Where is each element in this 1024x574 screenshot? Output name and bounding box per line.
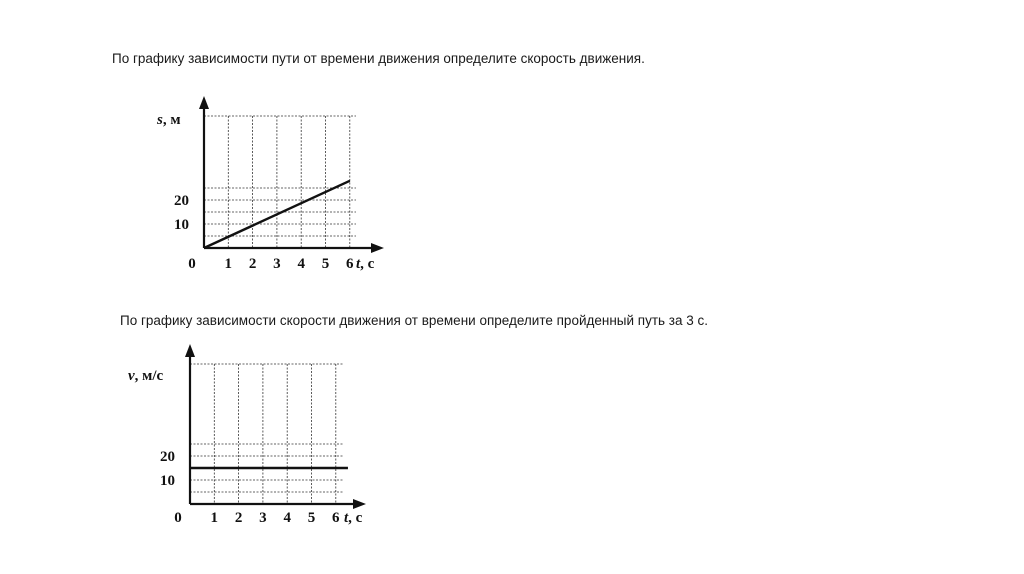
x-tick-label: 1 [224,256,233,272]
y-tick-label: 20 [160,449,175,465]
y-tick-label: 10 [174,217,189,233]
x-tick-label: 1 [210,510,219,526]
x-axis-arrow-icon [353,499,366,509]
x-tick-label: 6 [346,256,354,272]
x-tick-label: 4 [283,510,291,526]
x-tick-label: 3 [259,510,267,526]
y-axis-arrow-icon [185,344,195,357]
x-axis-label: t, с [356,256,375,272]
grid [190,364,344,504]
origin-label: 0 [174,510,182,526]
x-tick-label: 5 [307,510,316,526]
x-tick-label: 4 [297,256,305,272]
x-axis-label: t, с [344,510,363,526]
y-tick-label: 10 [160,473,175,489]
x-tick-label: 2 [234,510,243,526]
y-axis-label: v, м/с [128,368,164,384]
x-tick-label: 5 [321,256,330,272]
x-tick-label: 2 [248,256,257,272]
question-2-text: По графику зависимости скорости движения от времени определите пройденный путь за 3 с. [120,313,709,328]
origin-label: 0 [188,256,196,272]
x-tick-label: 6 [332,510,340,526]
question-1-text: По графику зависимости пути от времени движения определите скорость движения. [112,51,645,66]
y-axis-label: s, м [157,112,181,128]
x-tick-label: 3 [273,256,281,272]
y-tick-label: 20 [174,193,189,209]
